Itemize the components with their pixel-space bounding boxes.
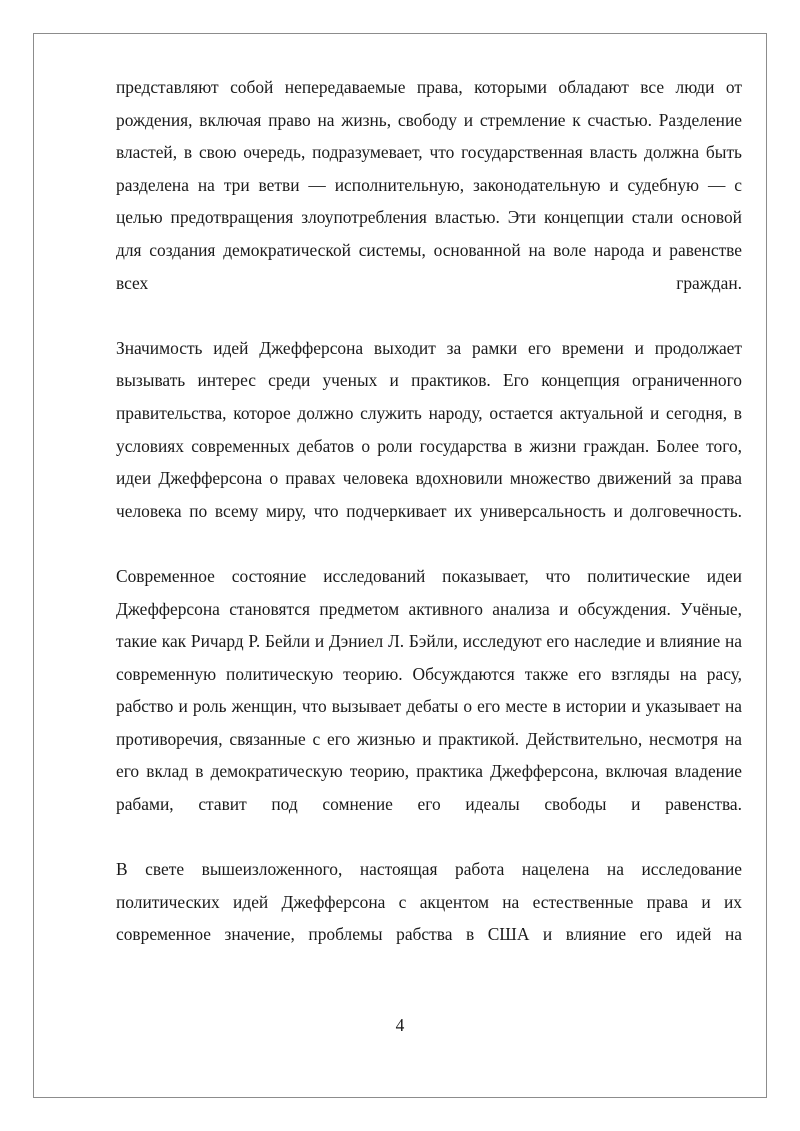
paragraph-spacer bbox=[116, 527, 742, 560]
paragraph-spacer bbox=[116, 299, 742, 332]
page-number: 4 bbox=[395, 1015, 405, 1035]
paragraph-spacer bbox=[116, 821, 742, 854]
paragraph-research-state: Современное состояние исследований показывает, что политические идеи Джефферсона становятся предметом активного анализа и обсуждения. Учёные, такие как Ричард Р. Бейли и Дэниел Л. Бэйли, исследуют его наследие и влияние на современную политическую теорию. Обсуждаются также его взгляды на расу, рабство и роль женщин, что вызывает дебаты о его месте в истории и указывает на противоречия, связанные с его жизнью и практикой. Действительно, несмотря на его вклад в демократическую теорию, практика Джефферсона, включая владение рабами, ставит под сомнение его идеалы свободы и равенства. bbox=[116, 565, 742, 815]
paragraph-significance: Значимость идей Джефферсона выходит за рамки его времени и продолжает вызывать интерес среди ученых и практиков. Его концепция ограниченного правительства, которое должно служить народу, остается актуальной и сегодня, в условиях современных дебатов о роли государства в жизни граждан. Более того, идеи Джефферсона о правах человека вдохновили множество движений за права человека по всему миру, что подчеркивает их универсальность и долговечность. bbox=[116, 337, 742, 521]
paragraph-natural-rights: представляют собой непередаваемые права, которыми обладают все люди от рождения, включая право на жизнь, свободу и стремление к счастью. Разделение властей, в свою очередь, подразумевает, что государственная власть должна быть разделена на три ветви — исполнительную, законодательную и судебную — с целью предотвращения злоупотребления властью. Эти концепции стали основой для создания демократической системы, основанной на воле народа и равенстве всех граждан. bbox=[116, 77, 742, 293]
document-body bbox=[116, 71, 742, 951]
paragraph-work-aim: В свете вышеизложенного, настоящая работа нацелена на исследование политических идей Джефферсона с акцентом на естественные права и их современное значение, проблемы рабства в США и влияние его идей на bbox=[116, 859, 742, 945]
